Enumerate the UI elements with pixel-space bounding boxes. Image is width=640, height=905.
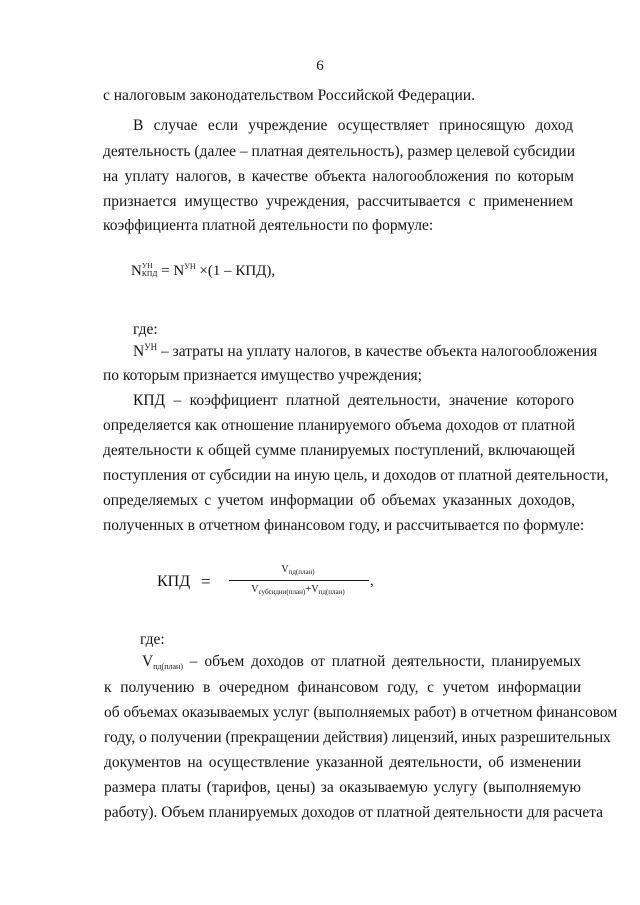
text-line: поступления от субсидии на иную цель, и доходов от платной деятельности,	[103, 467, 609, 484]
definition-n-line: $N^{УН}$ – затраты на уплату налогов, в качестве объекта налогообложения	[133, 342, 598, 361]
text-line: документов на осуществление указанной деятельности, об изменении	[104, 754, 581, 771]
page-number: 6	[316, 58, 324, 74]
text-line: году, о получении (прекращении действия) лицензий, иных разрешительных	[104, 729, 611, 746]
definition-kpd-line: КПД – коэффициент платной деятельности, значение которого	[133, 392, 574, 409]
text-line: коэффициента платной деятельности по формуле:	[103, 217, 434, 234]
where-label: где:	[140, 631, 165, 648]
where-label: где:	[133, 321, 158, 338]
fraction-bar	[229, 580, 369, 581]
text-line: деятельности к общей сумме планируемых поступлений, включающей	[103, 442, 575, 459]
formula-denominator: $V_{субсидии(план)}+V_{пд(план)}$	[251, 583, 345, 596]
text-line: полученных в отчетном финансовом году, и рассчитывается по формуле:	[103, 517, 585, 534]
text-line: с налоговым законодательством Российской Федерации.	[103, 87, 475, 104]
text-line: на уплату налогов, в качестве объекта налогообложения по которым	[103, 168, 574, 185]
text-line: работу). Объем планируемых доходов от платной деятельности для расчета	[104, 804, 604, 821]
text-line: определяется как отношение планируемого объема доходов от платной	[103, 417, 575, 434]
formula-numerator: $V_{пд(план)}$	[281, 564, 315, 576]
text-line: определяемых с учетом информации об объемах указанных доходов,	[103, 492, 575, 509]
text-line: об объемах оказываемых услуг (выполняемых работ) в отчетном финансовом	[104, 704, 618, 721]
text-line: по которым признается имущество учреждения;	[103, 367, 422, 384]
formula-kpd: КПД = $V_{пд(план)}$ $V_{субсидии(план)}+V_{пд(план)}$ ,	[157, 564, 374, 596]
text-line: к получению в очередном финансовом году, с учетом информации	[104, 679, 581, 696]
text-line: признается имущество учреждения, рассчитывается с применением	[103, 193, 573, 210]
text-line: размера платы (тарифов, цены) за оказываемую услугу (выполняемую	[104, 779, 581, 796]
paragraph-first-line: В случае если учреждение осуществляет приносящую доход	[133, 117, 573, 134]
formula-tax-subsidy: N УН КПД = $N^{УН} \times(1 - КПД)$,	[131, 261, 276, 279]
text-line: деятельность (далее – платная деятельность), размер целевой субсидии	[103, 143, 575, 160]
definition-v-line: Vпд(план) – объем доходов от платной деятельности, планируемых	[142, 653, 581, 671]
